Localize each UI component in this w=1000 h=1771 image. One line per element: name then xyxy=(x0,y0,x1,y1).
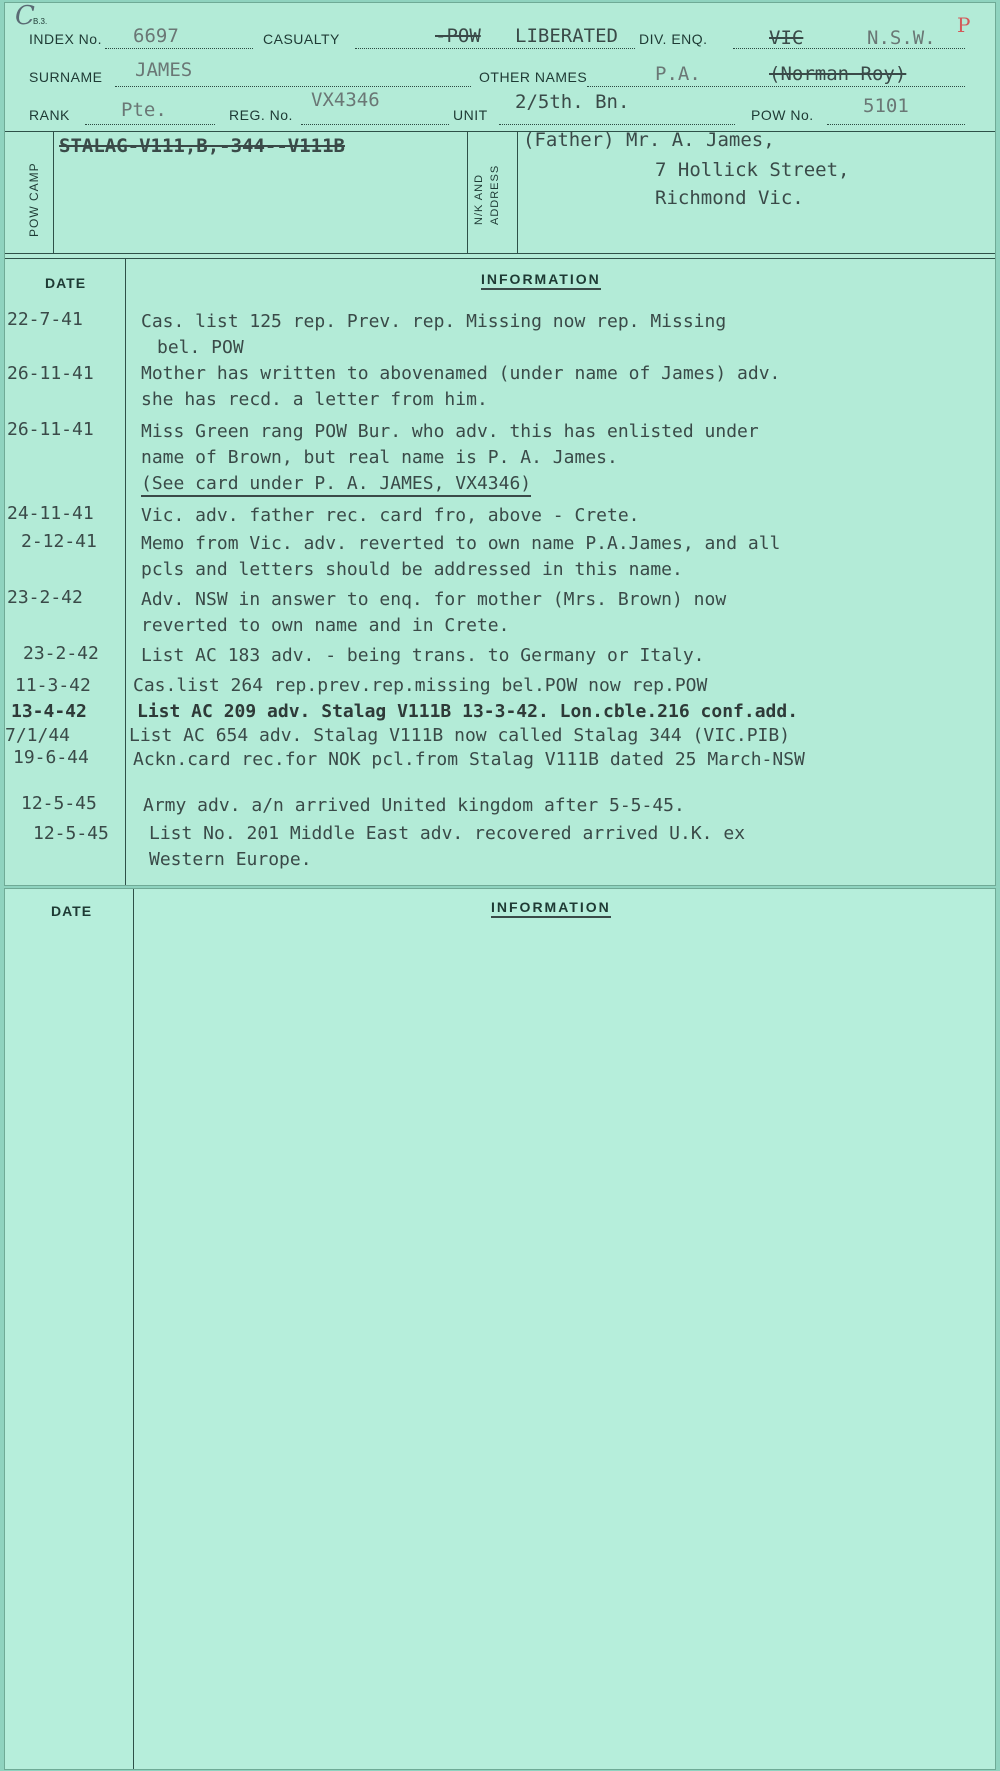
div-enq-value: N.S.W. xyxy=(867,27,936,49)
back-information-heading: INFORMATION xyxy=(491,899,611,918)
other-names-value: P.A. xyxy=(655,63,701,85)
reg-value: VX4346 xyxy=(311,89,380,111)
entry-date: 7/1/44 xyxy=(5,725,71,746)
entry-text-line: Mother has written to abovenamed (under name of James) adv. xyxy=(141,363,781,384)
rank-label: RANK xyxy=(29,107,70,123)
entry-text-line: she has recd. a letter from him. xyxy=(141,389,488,410)
entry-date: 23-2-42 xyxy=(7,587,83,608)
entry-text-line: Western Europe. xyxy=(149,849,312,870)
casualty-label: CASUALTY xyxy=(263,31,340,47)
reg-label: REG. No. xyxy=(229,107,293,123)
back-date-heading: DATE xyxy=(51,903,93,919)
entry-text-line: Memo from Vic. adv. reverted to own name P.A.James, and all xyxy=(141,533,781,554)
entry-date: 24-11-41 xyxy=(7,503,94,524)
entry-text-line: List No. 201 Middle East adv. recovered arrived U.K. ex xyxy=(149,823,746,844)
other-names-label: OTHER NAMES xyxy=(479,69,588,85)
casualty-struck-value: -POW xyxy=(435,25,481,47)
form-code: B.3. xyxy=(33,17,48,26)
div-enq-struck-value: VIC xyxy=(769,27,804,49)
address-line-2: 7 Hollick Street, xyxy=(655,159,850,181)
entry-text-line: pcls and letters should be addressed in this name. xyxy=(141,559,683,580)
nk-address-label-1: N/K AND xyxy=(473,173,485,225)
entry-date: 23-2-42 xyxy=(23,643,99,664)
entry-text-line: Army adv. a/n arrived United kingdom after 5-5-45. xyxy=(143,795,685,816)
entry-text-line: Cas.list 264 rep.prev.rep.missing bel.POW now rep.POW xyxy=(133,675,708,696)
corner-handwritten-mark: C xyxy=(15,1,35,31)
entry-date: 26-11-41 xyxy=(7,419,94,440)
corner-red-mark: P xyxy=(957,13,971,37)
entry-text-line: Cas. list 125 rep. Prev. rep. Missing now rep. Missing xyxy=(141,311,727,332)
entry-date: 2-12-41 xyxy=(21,531,97,552)
entry-text-line: Adv. NSW in answer to enq. for mother (Mrs. Brown) now xyxy=(141,589,727,610)
entry-date: 26-11-41 xyxy=(7,363,94,384)
div-enq-label: DIV. ENQ. xyxy=(639,31,708,47)
pow-camp-label: POW CAMP xyxy=(27,162,41,237)
entry-date: 11-3-42 xyxy=(15,675,91,696)
index-label: INDEX No. xyxy=(29,31,102,47)
entry-text-line: bel. POW xyxy=(157,337,244,358)
entry-text-line: List AC 654 adv. Stalag V111B now called Stalag 344 (VIC.PIB) xyxy=(129,725,791,746)
entry-date: 12-5-45 xyxy=(21,793,97,814)
address-line-3: Richmond Vic. xyxy=(655,187,804,209)
surname-value: JAMES xyxy=(135,59,193,81)
entry-text-line: List AC 209 adv. Stalag V111B 13-3-42. Lon.cble.216 conf.add. xyxy=(137,701,799,722)
other-names-struck-value: (Norman Roy) xyxy=(769,63,907,85)
entry-text-line: reverted to own name and in Crete. xyxy=(141,615,510,636)
record-card-front xyxy=(4,2,996,886)
information-heading: INFORMATION xyxy=(481,271,601,290)
rank-value: Pte. xyxy=(121,99,167,121)
entry-text-line: Vic. adv. father rec. card fro, above - Crete. xyxy=(141,505,640,526)
pow-no-label: POW No. xyxy=(751,107,814,123)
pow-camp-struck-value: STALAG-V111,B,-344--V111B xyxy=(59,135,345,157)
casualty-value: LIBERATED xyxy=(515,25,618,47)
address-line-1: (Father) Mr. A. James, xyxy=(523,129,775,151)
date-heading: DATE xyxy=(45,275,87,291)
entry-date: 12-5-45 xyxy=(33,823,109,844)
entry-text-line: Ackn.card rec.for NOK pcl.from Stalag V111B dated 25 March-NSW xyxy=(133,749,805,770)
entry-text-line: List AC 183 adv. - being trans. to Germany or Italy. xyxy=(141,645,705,666)
index-value: 6697 xyxy=(133,25,179,47)
nk-address-label-2: ADDRESS xyxy=(489,164,501,225)
unit-label: UNIT xyxy=(453,107,488,123)
entry-date: 13-4-42 xyxy=(11,701,87,722)
entry-text-line: (See card under P. A. JAMES, VX4346) xyxy=(141,473,531,497)
surname-label: SURNAME xyxy=(29,69,103,85)
entry-text-line: name of Brown, but real name is P. A. James. xyxy=(141,447,618,468)
unit-value: 2/5th. Bn. xyxy=(515,91,630,113)
entry-text-line: Miss Green rang POW Bur. who adv. this has enlisted under xyxy=(141,421,759,442)
entry-date: 19-6-44 xyxy=(13,747,89,768)
entry-date: 22-7-41 xyxy=(7,309,83,330)
pow-no-value: 5101 xyxy=(863,95,909,117)
record-card-back xyxy=(4,888,996,1770)
